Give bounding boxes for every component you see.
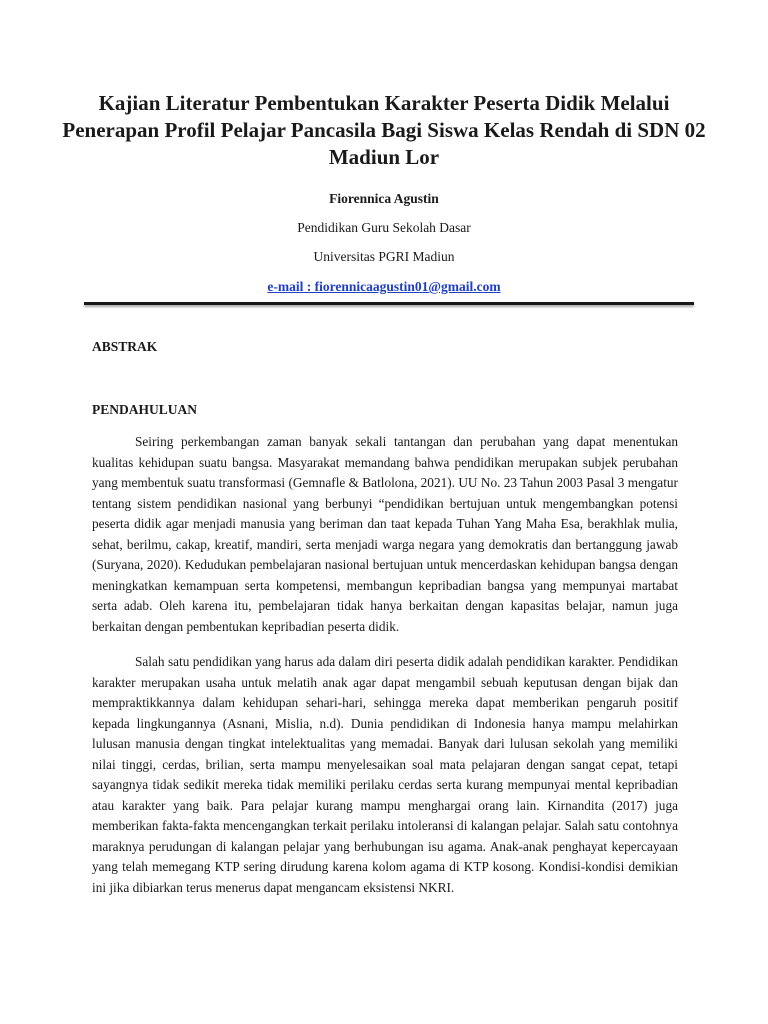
- author-university: Universitas PGRI Madiun: [313, 249, 455, 264]
- introduction-body: [92, 432, 678, 913]
- author-name: Fiorennica Agustin: [329, 191, 439, 206]
- introduction-paragraph-1: Seiring perkembangan zaman banyak sekali tantangan dan perubahan yang dapat menentukan kualitas kehidupan suatu bangsa. Masyarakat memandang bahwa pendidikan merupakan subjek perubahan yang membentuk suatu transformasi (Gemnafle & Batlolona, 2021). UU No. 23 Tahun 2003 Pasal 3 mengatur tentang sistem pendidikan nasional yang berbunyi “pendidikan bertujuan untuk mengembangkan potensi peserta didik agar menjadi manusia yang beriman dan taat kepada Tuhan Yang Maha Esa, berakhlak mulia, sehat, berilmu, cakap, kreatif, mandiri, serta menjadi warga negara yang demokratis dan bertanggung jawab (Suryana, 2020). Kedudukan pembelajaran nasional bertujuan untuk mencerdaskan kehidupan bangsa dengan meningkatkan kemampuan serta kompetensi, membangun kepribadian bangsa yang mempunyai martabat serta adab. Oleh karena itu, pembelajaran tidak hanya berkaitan dengan kapasitas belajar, namun juga berkaitan dengan pembentukan kepribadian peserta didik.: [92, 434, 678, 634]
- author-department: Pendidikan Guru Sekolah Dasar: [297, 220, 471, 235]
- abstract-heading: ABSTRAK: [92, 339, 158, 354]
- introduction-heading: PENDAHULUAN: [92, 402, 198, 417]
- paper-title: Kajian Literatur Pembentukan Karakter Peserta Didik Melalui Penerapan Profil Pelajar Pancasila Bagi Siswa Kelas Rendah di SDN 02 Madiun Lor: [62, 91, 706, 169]
- introduction-paragraph-2: Salah satu pendidikan yang harus ada dalam diri peserta didik adalah pendidikan karakter. Pendidikan karakter merupakan usaha untuk melatih anak agar dapat mengambil sebuah keputusan dengan bijak dan mempraktikkannya dalam kehidupan sehari-hari, sehingga mereka dapat memberikan pengaruh positif kepada lingkungannya (Asnani, Mislia, n.d). Dunia pendidikan di Indonesia hanya mampu melahirkan lulusan manusia dengan tingkat intelektualitas yang memadai. Banyak dari lulusan sekolah yang memiliki nilai tinggi, cerdas, brilian, serta mampu menyelesaikan soal mata pelajaran dengan sangat cepat, tetapi sayangnya tidak sedikit mereka tidak memiliki perilaku cerdas serta kurang mempunyai mental kepribadian atau karakter yang baik. Para pelajar kurang mampu menghargai orang lain. Kirnandita (2017) juga memberikan fakta-fakta mencengangkan terkait perilaku intoleransi di kalangan pelajar. Salah satu contohnya maraknya perudungan di kalangan pelajar yang berhubungan isu agama. Anak-anak penghayat kepercayaan yang telah memegang KTP sering dirudung karena kolom agama di KTP kosong. Kondisi-kondisi demikian ini jika dibiarkan terus menerus dapat mengancam eksistensi NKRI.: [92, 654, 678, 895]
- header-divider: [84, 302, 694, 305]
- author-email-link[interactable]: e-mail : fiorennicaagustin01@gmail.com: [267, 279, 501, 294]
